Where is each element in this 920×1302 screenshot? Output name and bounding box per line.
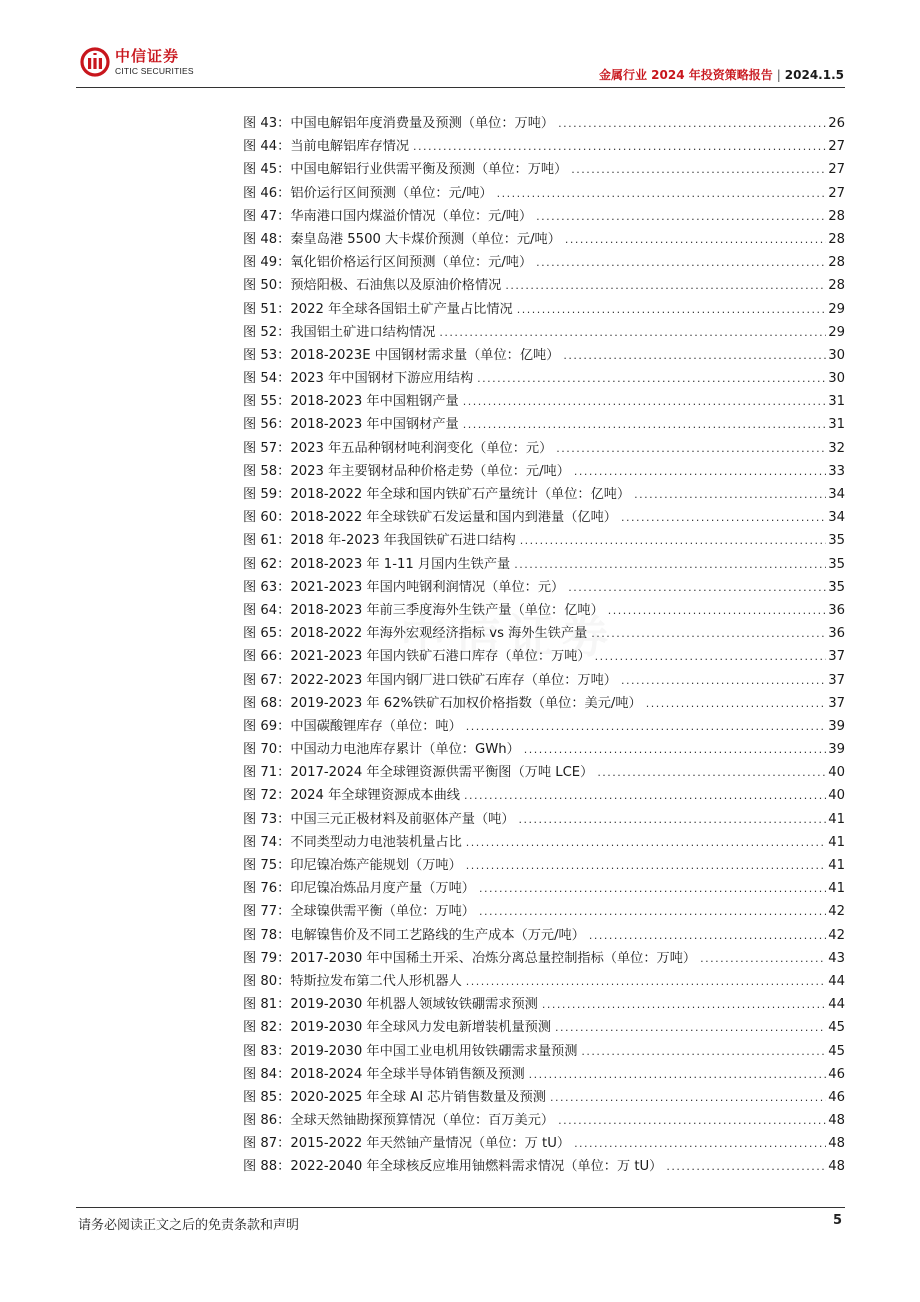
- toc-entry-title: 图 81：2019-2030 年机器人领域钕铁硼需求预测: [243, 997, 538, 1013]
- toc-entry[interactable]: [243, 344, 845, 367]
- toc-entry-page: 43: [828, 950, 845, 966]
- toc-entry-page: 33: [828, 463, 845, 479]
- toc-entry[interactable]: [243, 135, 845, 158]
- toc-leader-dots: [581, 1040, 826, 1063]
- toc-leader-dots: [463, 390, 826, 413]
- toc-entry-page: 41: [828, 881, 845, 897]
- toc-entry[interactable]: [243, 669, 845, 692]
- toc-entry[interactable]: [243, 251, 845, 274]
- toc-leader-dots: [466, 715, 826, 738]
- toc-leader-dots: [497, 182, 827, 205]
- toc-entry[interactable]: [243, 877, 845, 900]
- toc-entry-page: 46: [828, 1089, 845, 1105]
- toc-leader-dots: [558, 112, 826, 135]
- toc-entry[interactable]: [243, 298, 845, 321]
- toc-entry-title: 图 84：2018-2024 年全球半导体销售额及预测: [243, 1066, 525, 1082]
- toc-entry-title: 图 53：2018-2023E 中国钢材需求量（单位：亿吨）: [243, 347, 560, 363]
- toc-leader-dots: [646, 692, 826, 715]
- toc-entry-page: 30: [828, 371, 845, 387]
- toc-entry-title: 图 45：中国电解铝行业供需平衡及预测（单位：万吨）: [243, 162, 568, 178]
- toc-leader-dots: [608, 599, 826, 622]
- toc-entry-page: 32: [828, 440, 845, 456]
- toc-entry-page: 41: [828, 858, 845, 873]
- toc-leader-dots: [666, 1155, 826, 1178]
- toc-entry[interactable]: [243, 367, 845, 390]
- toc-entry-title: 图 79：2017-2030 年中国稀土开采、冶炼分离总量控制指标（单位：万吨）: [243, 950, 697, 966]
- page-number: 5: [832, 1213, 842, 1228]
- toc-entry[interactable]: [243, 529, 845, 552]
- toc-entry-page: 48: [828, 1113, 845, 1129]
- toc-entry-page: 41: [828, 834, 845, 850]
- toc-entry[interactable]: [243, 437, 845, 460]
- toc-entry-page: 34: [828, 487, 845, 502]
- toc-entry-page: 42: [828, 904, 845, 920]
- toc-entry[interactable]: [243, 993, 845, 1016]
- toc-entry-title: 图 72：2024 年全球锂资源成本曲线: [243, 788, 460, 804]
- page-header: [0, 0, 920, 90]
- toc-leader-dots: [574, 460, 826, 483]
- toc-entry-title: 图 54：2023 年中国钢材下游应用结构: [243, 371, 474, 387]
- toc-entry[interactable]: [243, 1155, 845, 1178]
- toc-leader-dots: [463, 413, 826, 436]
- toc-entry[interactable]: [243, 715, 845, 738]
- toc-entry[interactable]: [243, 738, 845, 761]
- toc-entry-page: 35: [828, 556, 845, 572]
- toc-entry-page: 35: [828, 579, 845, 595]
- toc-leader-dots: [700, 947, 826, 970]
- toc-entry[interactable]: [243, 205, 845, 228]
- toc-entry-page: 29: [828, 301, 845, 317]
- toc-leader-dots: [466, 970, 826, 993]
- header-divider: [76, 87, 845, 88]
- toc-leader-dots: [563, 344, 826, 367]
- report-title: 金属行业 2024 年投资策略报告: [598, 68, 773, 82]
- toc-leader-dots: [621, 669, 826, 692]
- toc-entry-title: 图 52：我国铝土矿进口结构情况: [243, 324, 436, 340]
- toc-entry[interactable]: [243, 692, 845, 715]
- toc-entry-page: 37: [828, 672, 845, 688]
- toc-leader-dots: [574, 1132, 826, 1155]
- toc-entry-page: 45: [828, 1020, 845, 1036]
- toc-leader-dots: [568, 576, 826, 599]
- toc-entry[interactable]: [243, 1040, 845, 1063]
- toc-leader-dots: [464, 784, 826, 807]
- figure-index-list: [243, 112, 845, 1179]
- toc-entry[interactable]: [243, 645, 845, 668]
- toc-entry[interactable]: [243, 854, 845, 877]
- footer-divider: [76, 1207, 845, 1208]
- citic-logo-icon: [80, 47, 110, 77]
- toc-entry[interactable]: [243, 413, 845, 436]
- toc-leader-dots: [514, 553, 826, 576]
- toc-entry[interactable]: [243, 1063, 845, 1086]
- toc-entry-page: 28: [828, 208, 845, 224]
- toc-entry[interactable]: [243, 553, 845, 576]
- toc-entry-title: 图 63：2021-2023 年国内吨钢利润情况（单位：元）: [243, 579, 565, 595]
- logo-english-name: CITIC SECURITIES: [115, 65, 194, 76]
- toc-entry[interactable]: [243, 900, 845, 923]
- toc-entry-page: 40: [828, 765, 845, 781]
- disclaimer-notice: 请务必阅读正文之后的免责条款和声明: [78, 1218, 300, 1233]
- toc-entry-title: 图 70：中国动力电池库存累计（单位：GWh）: [243, 742, 520, 758]
- toc-entry-title: 图 64：2018-2023 年前三季度海外生铁产量（单位：亿吨）: [243, 602, 604, 618]
- toc-leader-dots: [555, 1016, 826, 1039]
- toc-entry-page: 37: [828, 649, 845, 665]
- toc-entry[interactable]: [243, 506, 845, 529]
- toc-leader-dots: [529, 1063, 827, 1086]
- toc-entry-page: 44: [828, 997, 845, 1013]
- toc-entry-page: 28: [828, 278, 845, 294]
- toc-entry-title: 图 57：2023 年五品种钢材吨利润变化（单位：元）: [243, 440, 553, 456]
- toc-entry-title: 图 80：特斯拉发布第二代人形机器人: [243, 973, 462, 989]
- toc-entry[interactable]: [243, 1086, 845, 1109]
- toc-entry-title: 图 82：2019-2030 年全球风力发电新增装机量预测: [243, 1020, 552, 1036]
- toc-leader-dots: [413, 135, 826, 158]
- toc-entry-title: 图 58：2023 年主要钢材品种价格走势（单位：元/吨）: [243, 463, 570, 479]
- toc-entry-page: 35: [828, 533, 845, 549]
- toc-entry-title: 图 46：铝价运行区间预测（单位：元/吨）: [243, 185, 493, 201]
- toc-entry-title: 图 51：2022 年全球各国铝土矿产量占比情况: [243, 301, 513, 317]
- toc-entry-title: 图 85：2020-2025 年全球 AI 芯片销售数量及预测: [243, 1089, 546, 1105]
- toc-leader-dots: [556, 437, 826, 460]
- toc-entry[interactable]: [243, 599, 845, 622]
- toc-entry-page: 45: [828, 1043, 845, 1059]
- toc-entry-title: 图 74：不同类型动力电池装机量占比: [243, 834, 462, 850]
- toc-entry-page: 39: [828, 742, 845, 758]
- toc-entry-page: 27: [828, 162, 845, 178]
- toc-leader-dots: [591, 622, 826, 645]
- toc-entry-page: 36: [828, 626, 845, 642]
- toc-entry-title: 图 61：2018 年-2023 年我国铁矿石进口结构: [243, 533, 516, 549]
- toc-entry-page: 26: [828, 116, 845, 131]
- toc-entry-title: 图 77：全球镍供需平衡（单位：万吨）: [243, 904, 475, 920]
- toc-leader-dots: [466, 831, 826, 854]
- logo-chinese-name: 中信证券: [115, 46, 180, 65]
- toc-entry[interactable]: [243, 784, 845, 807]
- toc-entry[interactable]: [243, 970, 845, 993]
- toc-entry[interactable]: [243, 483, 845, 506]
- toc-leader-dots: [466, 854, 826, 877]
- toc-entry-page: 28: [828, 255, 845, 271]
- toc-leader-dots: [479, 877, 826, 900]
- toc-leader-dots: [597, 761, 826, 784]
- toc-leader-dots: [571, 158, 826, 181]
- toc-entry-title: 图 56：2018-2023 年中国钢材产量: [243, 417, 459, 433]
- toc-leader-dots: [536, 205, 826, 228]
- toc-entry-title: 图 83：2019-2030 年中国工业电机用钕铁硼需求量预测: [243, 1043, 578, 1059]
- toc-entry[interactable]: [243, 1132, 845, 1155]
- toc-entry-title: 图 47：华南港口国内煤溢价情况（单位：元/吨）: [243, 208, 533, 224]
- toc-leader-dots: [524, 738, 826, 761]
- toc-leader-dots: [634, 483, 826, 506]
- toc-entry-title: 图 87：2015-2022 年天然铀产量情况（单位：万 tU）: [243, 1136, 571, 1152]
- toc-entry-title: 图 66：2021-2023 年国内铁矿石港口库存（单位：万吨）: [243, 649, 591, 665]
- toc-leader-dots: [558, 1109, 826, 1132]
- toc-entry[interactable]: [243, 158, 845, 181]
- toc-entry-page: 30: [828, 347, 845, 363]
- toc-entry[interactable]: [243, 761, 845, 784]
- toc-leader-dots: [621, 506, 826, 529]
- toc-entry-page: 44: [828, 973, 845, 989]
- toc-entry[interactable]: [243, 460, 845, 483]
- toc-entry-title: 图 71：2017-2024 年全球锂资源供需平衡图（万吨 LCE）: [243, 765, 594, 781]
- toc-leader-dots: [479, 900, 826, 923]
- toc-entry[interactable]: [243, 1016, 845, 1039]
- title-separator: |: [776, 68, 781, 82]
- toc-entry-page: 31: [828, 417, 845, 433]
- toc-entry[interactable]: [243, 274, 845, 297]
- toc-entry[interactable]: [243, 182, 845, 205]
- toc-entry-page: 39: [828, 718, 845, 734]
- toc-entry[interactable]: [243, 390, 845, 413]
- toc-entry-page: 41: [828, 811, 845, 827]
- toc-leader-dots: [477, 367, 826, 390]
- citic-logo: [80, 47, 194, 77]
- toc-entry-page: 27: [828, 139, 845, 155]
- toc-entry-title: 图 50：预焙阳极、石油焦以及原油价格情况: [243, 278, 502, 294]
- toc-leader-dots: [595, 645, 827, 668]
- toc-entry[interactable]: [243, 924, 845, 947]
- toc-entry-title: 图 48：秦皇岛港 5500 大卡煤价预测（单位：元/吨）: [243, 231, 561, 247]
- toc-leader-dots: [439, 321, 826, 344]
- toc-entry-title: 图 49：氧化铝价格运行区间预测（单位：元/吨）: [243, 255, 533, 271]
- toc-entry-page: 28: [828, 231, 845, 247]
- toc-leader-dots: [542, 993, 826, 1016]
- toc-entry[interactable]: [243, 1109, 845, 1132]
- toc-entry-page: 31: [828, 394, 845, 410]
- toc-entry-title: 图 43：中国电解铝年度消费量及预测（单位：万吨）: [243, 116, 555, 131]
- toc-entry[interactable]: [243, 576, 845, 599]
- toc-entry[interactable]: [243, 321, 845, 344]
- report-title-line: [599, 66, 844, 83]
- toc-entry-title: 图 86：全球天然铀勘探预算情况（单位：百万美元）: [243, 1113, 555, 1129]
- toc-entry-page: 37: [828, 695, 845, 711]
- toc-leader-dots: [550, 1086, 826, 1109]
- toc-entry[interactable]: [243, 947, 845, 970]
- toc-entry-title: 图 73：中国三元正极材料及前驱体产量（吨）: [243, 811, 515, 827]
- toc-leader-dots: [520, 529, 827, 552]
- toc-entry-title: 图 62：2018-2023 年 1-11 月国内生铁产量: [243, 556, 511, 572]
- toc-leader-dots: [565, 228, 826, 251]
- toc-entry-title: 图 78：电解镍售价及不同工艺路线的生产成本（万元/吨）: [243, 927, 585, 943]
- toc-entry-page: 40: [828, 788, 845, 804]
- toc-entry-page: 29: [828, 324, 845, 340]
- toc-leader-dots: [517, 298, 826, 321]
- toc-entry-page: 46: [828, 1066, 845, 1082]
- toc-entry-title: 图 68：2019-2023 年 62%铁矿石加权价格指数（单位：美元/吨）: [243, 695, 642, 711]
- toc-entry-title: 图 55：2018-2023 年中国粗钢产量: [243, 394, 459, 410]
- toc-entry-title: 图 75：印尼镍冶炼产能规划（万吨）: [243, 858, 462, 873]
- toc-entry[interactable]: [243, 112, 845, 135]
- toc-entry-title: 图 69：中国碳酸锂库存（单位：吨）: [243, 718, 462, 734]
- toc-entry-title: 图 44：当前电解铝库存情况: [243, 139, 410, 155]
- toc-leader-dots: [589, 924, 826, 947]
- toc-entry-title: 图 60：2018-2022 年全球铁矿石发运量和国内到港量（亿吨）: [243, 510, 617, 526]
- toc-entry[interactable]: [243, 622, 845, 645]
- toc-entry-page: 48: [828, 1136, 845, 1152]
- toc-entry-title: 图 65：2018-2022 年海外宏观经济指标 vs 海外生铁产量: [243, 626, 588, 642]
- toc-entry-page: 34: [828, 510, 845, 526]
- toc-entry-page: 36: [828, 602, 845, 618]
- toc-entry-page: 42: [828, 927, 845, 943]
- toc-entry-title: 图 88：2022-2040 年全球核反应堆用铀燃料需求情况（单位：万 tU）: [243, 1159, 663, 1175]
- toc-entry-page: 48: [828, 1159, 845, 1175]
- toc-leader-dots: [505, 274, 826, 297]
- report-date: 2024.1.5: [784, 68, 844, 82]
- toc-leader-dots: [519, 808, 827, 831]
- toc-leader-dots: [536, 251, 826, 274]
- toc-entry-page: 27: [828, 185, 845, 201]
- toc-entry[interactable]: [243, 808, 845, 831]
- toc-entry[interactable]: [243, 831, 845, 854]
- toc-entry-title: 图 76：印尼镍冶炼品月度产量（万吨）: [243, 881, 475, 897]
- toc-entry-title: 图 59：2018-2022 年全球和国内铁矿石产量统计（单位：亿吨）: [243, 487, 631, 502]
- toc-entry-title: 图 67：2022-2023 年国内钢厂进口铁矿石库存（单位：万吨）: [243, 672, 617, 688]
- toc-entry[interactable]: [243, 228, 845, 251]
